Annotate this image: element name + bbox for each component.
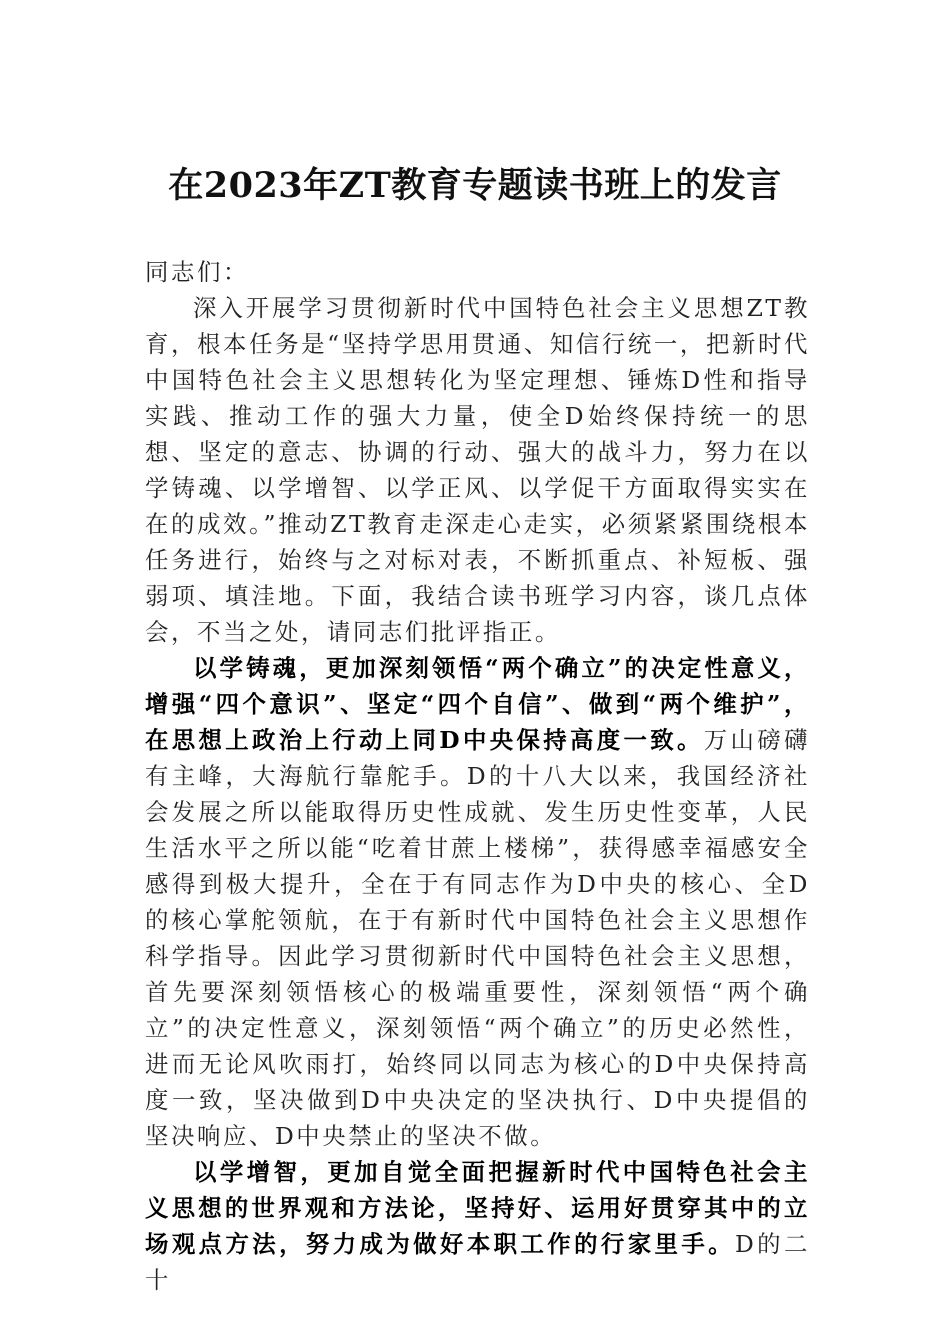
document-body: [145, 254, 810, 1298]
paragraph-wisdom: [145, 1154, 810, 1298]
paragraph-lead-heading: 以学铸魂，更加深刻领悟“两个确立”的决定性意义，增强“四个意识”、坚定“四个自信”、做到“两个维护”，在思想上政治上行动上同D中央保持高度一致。: [145, 654, 810, 754]
paragraph-intro: [145, 290, 810, 650]
paragraph-lead-heading: 以学增智，更加自觉全面把握新时代中国特色社会主义思想的世界观和方法论，坚持好、运用好贯穿其中的立场观点方法，努力成为做好本职工作的行家里手。: [145, 1158, 810, 1258]
salutation: 同志们：: [145, 258, 249, 286]
document-title: 在2023年ZT教育专题读书班上的发言: [168, 165, 782, 206]
paragraph-soul: [145, 650, 810, 1154]
paragraph-text: D的二十: [145, 1230, 810, 1294]
paragraph-text: 万山磅礴有主峰，大海航行靠舵手。D的十八大以来，我国经济社会发展之所以能取得历史性成就、发生历史性变革，人民生活水平之所以能“吃着甘蔗上楼梯”，获得感幸福感安全感得到极大提升，全在于有同志作为D中央的核心、全D的核心掌舵领航，在于有新时代中国特色社会主义思想作科学指导。因此学习贯彻新时代中国特色社会主义思想，首先要深刻领悟核心的极端重要性，深刻领悟“两个确立”的决定性意义，深刻领悟“两个确立”的历史必然性，进而无论风吹雨打，始终同以同志为核心的D中央保持高度一致，坚决做到D中央决定的坚决执行、D中央提倡的坚决响应、D中央禁止的坚决不做。: [145, 726, 810, 1150]
paragraph-text: 深入开展学习贯彻新时代中国特色社会主义思想ZT教育，根本任务是“坚持学思用贯通、知信行统一，把新时代中国特色社会主义思想转化为坚定理想、锤炼D性和指导实践、推动工作的强大力量，使全D始终保持统一的思想、坚定的意志、协调的行动、强大的战斗力，努力在以学铸魂、以学增智、以学正风、以学促干方面取得实实在在的成效。”推动ZT教育走深走心走实，必须紧紧围绕根本任务进行，始终与之对标对表，不断抓重点、补短板、强弱项、填洼地。下面，我结合读书班学习内容，谈几点体会，不当之处，请同志们批评指正。: [145, 294, 810, 646]
